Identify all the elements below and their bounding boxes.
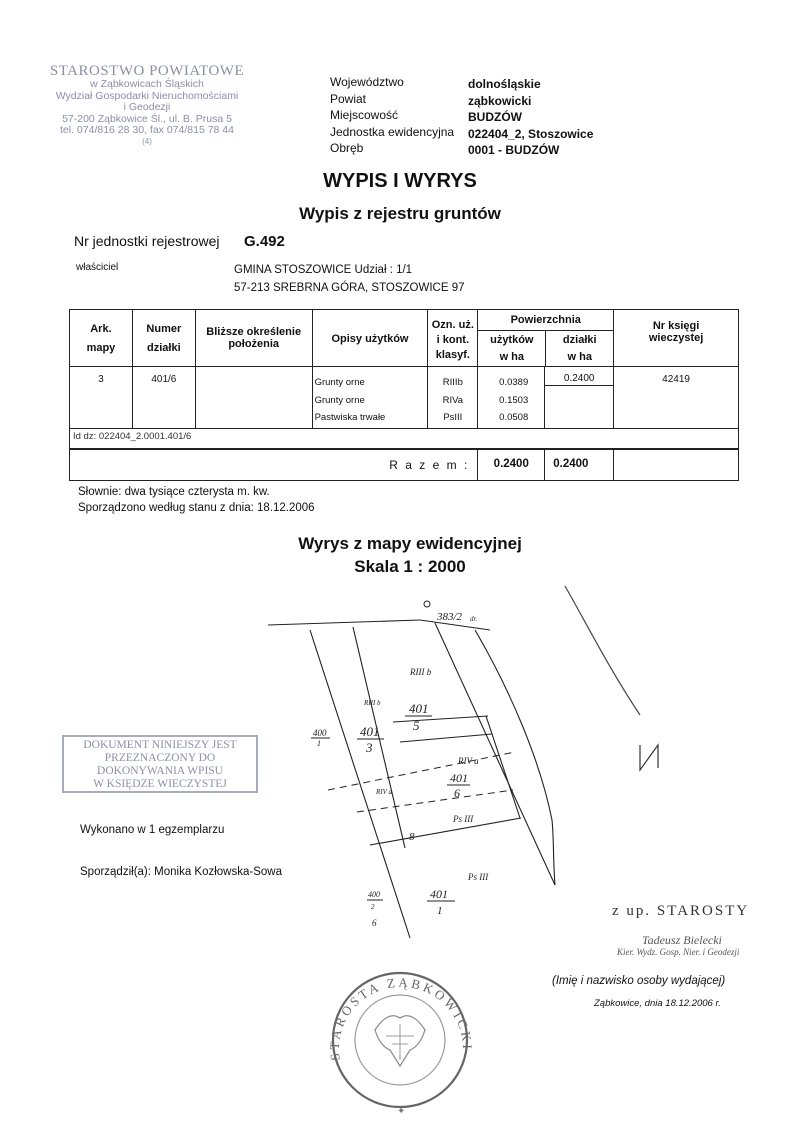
map-title: Wyrys z mapy ewidencyjnej	[298, 534, 522, 553]
map-label: 1	[317, 739, 321, 748]
map-label: RIV a	[458, 756, 479, 766]
col-header-text: mapy	[86, 342, 116, 354]
signer-role: Kier. Wydz. Gosp. Nier. i Geodezji	[617, 947, 740, 957]
cell-numer: 401/6	[132, 367, 195, 429]
col-header-text: Numer	[146, 323, 182, 335]
cell-ksiega: 42419	[614, 367, 739, 429]
road-edge	[552, 820, 555, 885]
cell-ozn-value: RIVa	[442, 394, 464, 406]
col-header-text: Ark.	[90, 323, 112, 335]
issuer-name-caption: (Imię i nazwisko osoby wydającej)	[552, 975, 726, 987]
map-label: 6	[372, 918, 377, 928]
parcel-boundary	[268, 620, 420, 625]
seal-text-path: STAROSTA ZĄBKOWICKI	[326, 974, 476, 1062]
map-label: RIV a	[376, 788, 393, 796]
on-behalf-stamp: z up. STAROSTY	[612, 903, 750, 919]
header-label: Obręb	[330, 141, 364, 155]
col-header-text: klasyf.	[435, 349, 470, 361]
cell-opis: Grunty orne	[314, 394, 365, 406]
header-label: Powiat	[330, 91, 367, 106]
col-header-text: użytków	[490, 334, 534, 346]
office-stamp-line: tel. 074/816 28 30, fax 074/815 78 44	[60, 124, 234, 136]
signer-name: Tadeusz Bielecki	[642, 933, 722, 947]
map-label: RIII b	[364, 699, 381, 707]
parcel-boundary	[370, 818, 521, 845]
map-label: 401	[430, 887, 448, 901]
map-label: 3	[366, 740, 373, 755]
cell-opis: Pastwiska trwałe	[314, 412, 386, 423]
total-uzytkow: 0.2400	[478, 449, 545, 481]
eagle-detail-icon	[386, 1024, 414, 1060]
cell-opis: Grunty orne	[314, 377, 365, 388]
col-header-text: Bliższe określenie	[206, 326, 302, 338]
cell-ark: 3	[70, 367, 133, 429]
road-edge	[475, 630, 552, 820]
map-label: 401	[450, 771, 468, 785]
owner-line-1: GMINA STOSZOWICE Udział : 1/1	[234, 264, 413, 276]
north-arrow-n-icon	[640, 745, 658, 770]
area-in-words: Słownie: dwa tysiące czterysta m. kw.	[78, 486, 270, 498]
owner-label: właściciel	[76, 262, 119, 273]
stamp-line: DOKONYWANIA WPISU	[97, 765, 223, 777]
col-header-text: wieczystej	[648, 332, 704, 344]
col-header-text: Ozn. uż.	[431, 319, 474, 331]
stamp-line: W KSIĘDZE WIECZYSTEJ	[93, 778, 227, 790]
col-header-text: Opisy użytków	[331, 333, 409, 345]
total-label: R a z e m :	[70, 449, 478, 481]
header-label: Województwo	[330, 75, 404, 89]
land-registry-stamp	[62, 735, 258, 793]
map-scale: Skala 1 : 2000	[354, 557, 466, 576]
stamp-line: DOKUMENT NINIEJSZY JEST	[83, 739, 237, 751]
map-class-lines	[328, 752, 515, 812]
map-label: 1	[437, 905, 443, 917]
map-label: 6	[454, 786, 460, 800]
map-label: 400	[313, 728, 327, 738]
cell-ozn-value: RIIIb	[442, 377, 463, 388]
parcel-boundary	[400, 734, 492, 742]
header-value: BUDZÓW	[468, 110, 522, 124]
cell-pow-dzialki-value: 0.2400	[545, 367, 613, 386]
official-round-seal	[327, 973, 475, 1117]
road-edge	[435, 623, 555, 885]
office-stamp-line: w Ząbkowicach Śląskich	[90, 78, 204, 90]
survey-point-icon	[424, 601, 430, 607]
cell-id-dz: Id dz: 022404_2.0001.401/6	[70, 429, 739, 449]
map-annotations	[311, 611, 489, 928]
seal-star-icon: ✦	[397, 1106, 406, 1117]
registry-number-label: Nr jednostki rejestrowej	[74, 233, 220, 249]
map-label: 401	[360, 724, 380, 739]
parcel-boundary	[393, 716, 488, 722]
office-stamp-line: Wydział Gospodarki Nieruchomościami	[55, 89, 239, 102]
col-header-text: i kont.	[436, 334, 470, 346]
col-header-text: w ha	[567, 351, 592, 363]
place-and-date: Ząbkowice, dnia 18.12.2006 r.	[594, 998, 721, 1009]
header-value: 022404_2, Stoszowice	[468, 126, 594, 141]
col-header-text: położenia	[228, 338, 280, 350]
north-arrow-line	[565, 586, 640, 715]
parcel-boundary	[486, 716, 520, 818]
prepared-date: Sporządzono według stanu z dnia: 18.12.2006	[78, 502, 315, 514]
header-label: Jednostka ewidencyjna	[330, 124, 455, 139]
office-stamp-line: STAROSTWO POWIATOWE	[49, 63, 245, 79]
map-label: RIII b	[410, 667, 432, 677]
header-value: ząbkowicki	[468, 93, 532, 108]
cell-pow-value: 0.1503	[499, 394, 529, 406]
owner-line-2: 57-213 SREBRNA GÓRA, STOSZOWICE 97	[234, 282, 465, 294]
cell-ozn-value: PsIII	[443, 412, 463, 423]
cell-pow-value: 0.0508	[499, 412, 529, 423]
map-label: 2	[371, 903, 375, 911]
office-stamp-line: i Geodezji	[123, 101, 171, 113]
stamp-line: PRZEZNACZONY DO	[104, 752, 216, 764]
registry-number-value: G.492	[244, 233, 285, 250]
col-header-text: Nr księgi	[652, 320, 700, 332]
header-value: dolnośląskie	[468, 77, 541, 91]
header-value: 0001 - BUDZÓW	[468, 143, 560, 157]
header-label: Miejscowość	[330, 108, 399, 122]
col-header-text: działki	[147, 342, 181, 354]
total-dzialki: 0.2400	[545, 449, 614, 481]
map-label: Ps III	[468, 872, 489, 882]
map-label: 401	[409, 701, 429, 716]
office-stamp-line: 57-200 Ząbkowice Śl., ul. B. Prusa 5	[62, 112, 232, 125]
map-label: 5	[413, 718, 420, 733]
col-header-text: w ha	[499, 351, 525, 363]
office-stamp-line: (4)	[142, 136, 152, 146]
cell-pow-value: 0.0389	[499, 377, 529, 388]
map-label: 8	[409, 831, 415, 843]
col-header-text: działki	[562, 334, 597, 346]
col-header-text: Powierzchnia	[478, 310, 613, 331]
prepared-by: Sporządził(a): Monika Kozłowska-Sowa	[80, 866, 282, 878]
parcel-boundary	[310, 630, 410, 938]
map-label: 383/2	[437, 611, 463, 623]
document-title: WYPIS I WYRYS	[323, 170, 477, 192]
copies-note: Wykonano w 1 egzemplarzu	[80, 824, 225, 836]
document-subtitle: Wypis z rejestru gruntów	[299, 204, 501, 223]
map-label: 400	[368, 890, 380, 899]
map-label: dr.	[470, 615, 478, 623]
map-label: Ps III	[453, 814, 474, 824]
